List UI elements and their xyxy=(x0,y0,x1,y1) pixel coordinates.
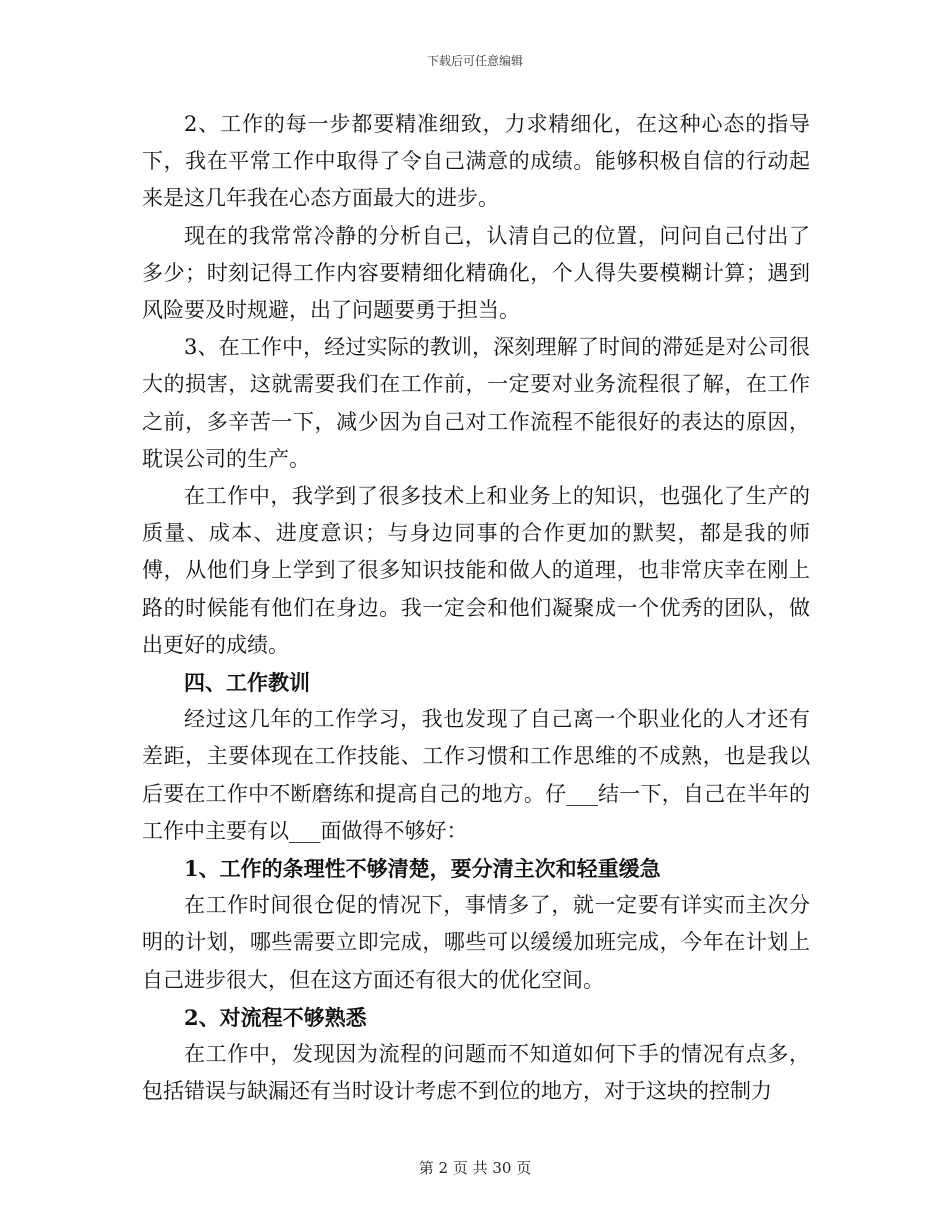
subsection-heading: 1、工作的条理性不够清楚，要分清主次和轻重缓急 xyxy=(184,856,661,882)
document-body xyxy=(142,106,810,1110)
subsection-heading: 2、对流程不够熟悉 xyxy=(184,1004,367,1030)
paragraph: 现在的我常常冷静的分析自己，认清自己的位置，问问自己付出了多少；时刻记得工作内容要精细化精确化，个人得失要模糊计算；遇到风险要及时规避，出了问题要勇于担当。 xyxy=(142,223,810,323)
paragraph: 在工作时间很仓促的情况下，事情多了，就一定要有详实而主次分明的计划，哪些需要立即完成，哪些可以缓缓加班完成，今年在计划上自己进步很大，但在这方面还有很大的优化空间。 xyxy=(142,893,810,992)
paragraph: 2、工作的每一步都要精准细致，力求精细化，在这种心态的指导下，我在平常工作中取得了令自己满意的成绩。能够积极自信的行动起来是这几年我在心态方面最大的进步。 xyxy=(142,112,810,211)
page-number: 第 2 页 共 30 页 xyxy=(418,1159,532,1177)
page-header: 下载后可任意编辑 xyxy=(426,54,523,68)
paragraph: 3、在工作中，经过实际的教训，深刻理解了时间的滞延是对公司很大的损害，这就需要我们在工作前，一定要对业务流程很了解，在工作之前，多辛苦一下，减少因为自己对工作流程不能很好的表达的原因，耽误公司的生产。 xyxy=(142,335,810,471)
paragraph: 经过这几年的工作学习，我也发现了自己离一个职业化的人才还有差距，主要体现在工作技能、工作习惯和工作思维的不成熟，也是我以后要在工作中不断磨练和提高自己的地方。仔___结一下，自己在半年的工作中主要有以___面做得不够好： xyxy=(142,707,810,843)
section-heading: 四、工作教训 xyxy=(184,670,310,696)
paragraph: 在工作中，发现因为流程的问题而不知道如何下手的情况有点多，包括错误与缺漏还有当时设计考虑不到位的地方，对于这块的控制力 xyxy=(142,1042,810,1104)
paragraph: 在工作中，我学到了很多技术上和业务上的知识，也强化了生产的质量、成本、进度意识；与身边同事的合作更加的默契，都是我的师傅，从他们身上学到了很多知识技能和做人的道理，也非常庆幸在刚上路的时候能有他们在身边。我一定会和他们凝聚成一个优秀的团队，做出更好的成绩。 xyxy=(142,484,810,657)
